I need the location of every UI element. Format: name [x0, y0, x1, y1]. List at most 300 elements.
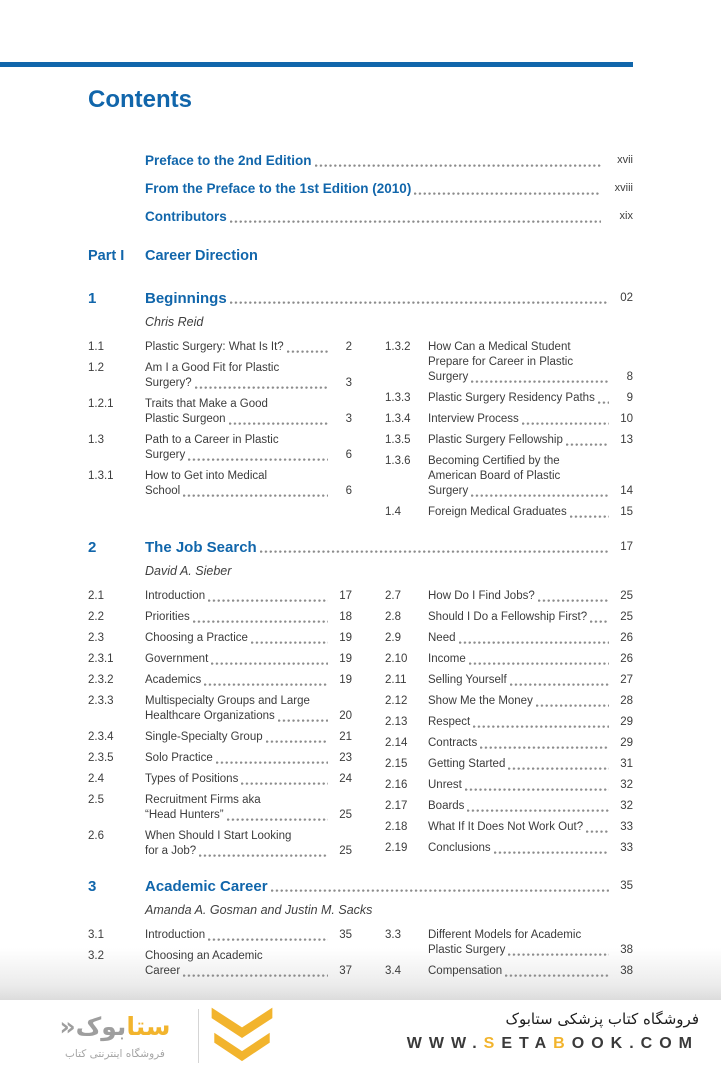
front-matter-page-number: xvii	[617, 154, 633, 166]
toc-entry-number: 2.4	[88, 773, 104, 785]
toc-entry-body	[145, 433, 352, 463]
toc-entry-text: Contracts	[428, 737, 478, 749]
leader-dots	[315, 163, 601, 167]
front-matter-list	[88, 152, 633, 225]
toc-entry	[385, 820, 633, 835]
toc-entry	[385, 340, 633, 385]
toc-entry-last-line	[145, 673, 352, 688]
toc-entry-page-number: 26	[620, 653, 633, 665]
toc-entry	[88, 652, 352, 667]
toc-entry-text: Conclusions	[428, 842, 491, 854]
toc-entry-body	[428, 964, 633, 979]
toc-entry-body	[428, 820, 633, 835]
url-letter: W	[428, 1035, 451, 1052]
header-rule	[0, 62, 633, 67]
leader-dots	[471, 493, 609, 497]
toc-entry-text: Surgery	[428, 371, 469, 383]
toc-entry-page-number: 6	[345, 449, 352, 461]
toc-entry-page-number: 32	[620, 800, 633, 812]
toc-entry-text: Introduction	[145, 929, 206, 941]
chapter-right-column	[385, 589, 633, 865]
toc-entry-number: 2.3.3	[88, 695, 114, 707]
toc-entry-text: Unrest	[428, 779, 462, 791]
part-number: Part I	[88, 248, 125, 264]
toc-entry-text: Priorities	[145, 611, 190, 623]
logo-wordmark-block	[40, 1012, 190, 1060]
toc-entry-page-number: 19	[339, 674, 352, 686]
toc-entry-number: 2.12	[385, 695, 408, 707]
url-letter: .	[629, 1035, 641, 1052]
toc-entry-text: School	[145, 485, 181, 497]
setabook-logo	[40, 1006, 275, 1066]
toc-entry-text: How Do I Find Jobs?	[428, 590, 535, 602]
chapter-authors: Amanda A. Gosman and Justin M. Sacks	[145, 903, 373, 917]
chapter-title: Beginnings	[145, 290, 227, 307]
toc-entry-last-line	[428, 943, 633, 958]
contents-body	[88, 86, 633, 985]
toc-entry-last-line	[428, 799, 633, 814]
chapter-columns	[88, 340, 633, 526]
toc-entry-text: Respect	[428, 716, 471, 728]
toc-entry-number: 3.2	[88, 950, 104, 962]
toc-entry-number: 2.7	[385, 590, 401, 602]
toc-entry-page-number: 8	[626, 371, 633, 383]
toc-entry-text: Plastic Surgery	[428, 944, 506, 956]
toc-entry-last-line	[428, 841, 633, 856]
toc-entry-last-line	[145, 772, 352, 787]
toc-entry-body	[428, 928, 633, 958]
store-name-persian: فروشگاه کتاب پزشکی ستابوک	[505, 1010, 699, 1028]
toc-entry-text: for a Job?	[145, 845, 197, 857]
toc-entry-text: Plastic Surgery Fellowship	[428, 434, 563, 446]
website-url	[407, 1035, 699, 1053]
toc-entry-line: Multispecialty Groups and Large	[145, 695, 310, 707]
toc-entry-number: 2.10	[385, 653, 408, 665]
toc-entry	[385, 673, 633, 688]
toc-entry-text: Show Me the Money	[428, 695, 533, 707]
toc-entry-number: 1.2.1	[88, 398, 114, 410]
toc-entry	[385, 715, 633, 730]
leader-dots	[598, 400, 609, 404]
toc-entry-line: How to Get into Medical	[145, 470, 268, 482]
toc-entry-last-line	[145, 448, 352, 463]
toc-entry-number: 2.6	[88, 830, 104, 842]
chapter-columns	[88, 589, 633, 865]
toc-entry-number: 2.16	[385, 779, 408, 791]
toc-entry-last-line	[428, 757, 633, 772]
leader-dots	[508, 766, 609, 770]
toc-entry-page-number: 38	[620, 965, 633, 977]
chapter-number: 2	[88, 539, 97, 556]
toc-entry-text: Surgery	[428, 485, 469, 497]
toc-entry-page-number: 6	[345, 485, 352, 497]
toc-entry-number: 2.14	[385, 737, 408, 749]
toc-entry-page-number: 37	[339, 965, 352, 977]
chapter-right-column	[385, 340, 633, 526]
leader-dots	[570, 514, 609, 518]
toc-entry-text: Introduction	[145, 590, 206, 602]
toc-entry-body	[145, 652, 352, 667]
toc-entry-page-number: 13	[620, 434, 633, 446]
toc-entry	[385, 799, 633, 814]
leader-dots	[467, 808, 609, 812]
toc-entry-page-number: 29	[620, 737, 633, 749]
leader-dots	[195, 385, 328, 389]
toc-entry-page-number: 9	[626, 392, 633, 404]
toc-entry-last-line	[428, 715, 633, 730]
toc-entry-last-line	[145, 844, 352, 859]
leader-dots	[260, 549, 609, 553]
url-letter: C	[640, 1035, 660, 1052]
toc-entry-body	[145, 589, 352, 604]
leader-dots	[229, 421, 328, 425]
leader-dots	[505, 973, 609, 977]
toc-entry-text: Boards	[428, 800, 465, 812]
toc-entry	[385, 631, 633, 646]
toc-entry-last-line	[428, 589, 633, 604]
toc-entry-text: Career	[145, 965, 181, 977]
toc-entry	[88, 589, 352, 604]
chapter-left-column	[88, 340, 352, 526]
toc-entry-number: 1.4	[385, 506, 401, 518]
leader-dots	[204, 682, 328, 686]
toc-entry-text: Solo Practice	[145, 752, 213, 764]
toc-entry-line: Traits that Make a Good	[145, 398, 268, 410]
toc-entry-body	[145, 730, 352, 745]
toc-entry	[88, 793, 352, 823]
part-title: Career Direction	[145, 248, 258, 264]
leader-dots	[586, 829, 609, 833]
chapter-authors: David A. Sieber	[145, 564, 232, 578]
toc-entry-number: 2.3.4	[88, 731, 114, 743]
url-letter: S	[483, 1035, 502, 1052]
url-letter: K	[610, 1035, 630, 1052]
toc-entry-body	[428, 778, 633, 793]
toc-entry-last-line	[145, 652, 352, 667]
toc-entry-last-line	[145, 808, 352, 823]
toc-entry-page-number: 23	[339, 752, 352, 764]
toc-entry-line: How Can a Medical Student	[428, 341, 571, 353]
toc-entry-last-line	[145, 376, 352, 391]
toc-entry-text: Selling Yourself	[428, 674, 507, 686]
url-letter: O	[659, 1035, 679, 1052]
toc-entry-number: 2.9	[385, 632, 401, 644]
toc-entry-last-line	[145, 631, 352, 646]
toc-entry-last-line	[428, 484, 633, 499]
chapter-list	[88, 289, 633, 985]
toc-entry-body	[428, 736, 633, 751]
toc-entry-page-number: 32	[620, 779, 633, 791]
chapter-authors: Chris Reid	[145, 315, 204, 329]
toc-entry-number: 2.3.2	[88, 674, 114, 686]
front-matter-entry	[145, 208, 633, 225]
url-letter: B	[553, 1035, 572, 1052]
leader-dots	[241, 781, 328, 785]
toc-entry-number: 2.18	[385, 821, 408, 833]
toc-entry-number: 1.1	[88, 341, 104, 353]
front-matter-entry	[145, 180, 633, 197]
toc-entry-page-number: 25	[620, 611, 633, 623]
toc-entry-page-number: 25	[339, 809, 352, 821]
toc-entry-number: 1.3.6	[385, 455, 411, 467]
toc-entry-number: 1.3.1	[88, 470, 114, 482]
toc-entry-number: 2.17	[385, 800, 408, 812]
toc-entry-page-number: 14	[620, 485, 633, 497]
toc-entry-number: 3.4	[385, 965, 401, 977]
chapter-heading	[88, 289, 633, 308]
toc-entry-text: Plastic Surgery Residency Paths	[428, 392, 595, 404]
toc-entry-last-line	[145, 589, 352, 604]
toc-entry-number: 2.15	[385, 758, 408, 770]
toc-entry-number: 2.19	[385, 842, 408, 854]
toc-entry-text: Plastic Surgeon	[145, 413, 226, 425]
toc-entry	[385, 928, 633, 958]
toc-entry-number: 1.3.2	[385, 341, 411, 353]
leader-dots	[473, 724, 609, 728]
toc-entry-line: American Board of Plastic	[428, 470, 561, 482]
chapter-heading	[88, 538, 633, 557]
leader-dots	[278, 718, 328, 722]
toc-entry-last-line	[145, 412, 352, 427]
front-matter-page-number: xviii	[614, 182, 633, 194]
toc-entry-page-number: 25	[620, 590, 633, 602]
toc-entry	[88, 631, 352, 646]
toc-entry-number: 2.1	[88, 590, 104, 602]
toc-entry	[88, 673, 352, 688]
toc-entry-body	[145, 694, 352, 724]
part-heading	[88, 247, 633, 265]
toc-entry-number: 2.5	[88, 794, 104, 806]
toc-entry-body	[145, 928, 352, 943]
url-letter: T	[519, 1035, 535, 1052]
leader-dots	[566, 442, 609, 446]
toc-entry-number: 2.3.1	[88, 653, 114, 665]
toc-entry-last-line	[428, 631, 633, 646]
toc-entry-body	[428, 412, 633, 427]
toc-entry	[385, 589, 633, 604]
chapter-number: 1	[88, 290, 97, 307]
toc-entry-line: When Should I Start Looking	[145, 830, 292, 842]
chapter-block	[88, 877, 633, 985]
toc-entry-body	[145, 751, 352, 766]
leader-dots	[266, 739, 328, 743]
toc-entry-last-line	[145, 610, 352, 625]
leader-dots	[471, 379, 609, 383]
toc-entry-page-number: 3	[345, 377, 352, 389]
toc-entry	[385, 505, 633, 520]
toc-entry-number: 2.3.5	[88, 752, 114, 764]
leader-dots	[208, 937, 328, 941]
toc-entry-line: Different Models for Academic	[428, 929, 582, 941]
toc-entry-page-number: 20	[339, 710, 352, 722]
toc-entry-text: What If It Does Not Work Out?	[428, 821, 584, 833]
toc-entry-page-number: 3	[345, 413, 352, 425]
toc-entry-body	[145, 361, 352, 391]
toc-entry-body	[145, 340, 352, 355]
toc-entry-number: 3.1	[88, 929, 104, 941]
front-matter-page-number: xix	[619, 210, 633, 222]
chapter-block	[88, 289, 633, 526]
toc-entry	[385, 778, 633, 793]
leader-dots	[211, 661, 328, 665]
toc-entry-line: Path to a Career in Plastic	[145, 434, 279, 446]
toc-entry-body	[145, 949, 352, 979]
toc-entry-number: 2.11	[385, 674, 407, 686]
toc-entry-body	[428, 433, 633, 448]
toc-entry-page-number: 19	[339, 632, 352, 644]
leader-dots	[227, 817, 328, 821]
toc-entry-text: Getting Started	[428, 758, 506, 770]
toc-entry-text: Surgery	[145, 449, 186, 461]
toc-entry-number: 1.3.4	[385, 413, 411, 425]
toc-entry-last-line	[428, 610, 633, 625]
toc-entry-text: Should I Do a Fellowship First?	[428, 611, 588, 623]
toc-entry	[88, 772, 352, 787]
chapter-page-number: 17	[620, 541, 633, 553]
toc-entry-text: Single-Specialty Group	[145, 731, 263, 743]
toc-entry-number: 3.3	[385, 929, 401, 941]
chapter-block	[88, 538, 633, 865]
toc-entry-last-line	[145, 709, 352, 724]
toc-entry-body	[428, 841, 633, 856]
toc-entry-last-line	[428, 964, 633, 979]
toc-entry-text: Compensation	[428, 965, 503, 977]
toc-entry	[88, 361, 352, 391]
toc-entry	[385, 391, 633, 406]
toc-entry-last-line	[428, 433, 633, 448]
toc-entry-body	[145, 469, 352, 499]
toc-entry-last-line	[428, 778, 633, 793]
toc-entry-last-line	[428, 820, 633, 835]
toc-entry-number: 1.2	[88, 362, 104, 374]
toc-entry-body	[428, 505, 633, 520]
toc-entry-text: “Head Hunters”	[145, 809, 224, 821]
leader-dots	[480, 745, 609, 749]
toc-entry-page-number: 15	[620, 506, 633, 518]
footer-right-block	[407, 1008, 699, 1053]
toc-entry-page-number: 33	[620, 821, 633, 833]
front-matter-entry	[145, 152, 633, 169]
toc-entry-text: Choosing a Practice	[145, 632, 248, 644]
page-title: Contents	[88, 86, 192, 113]
logo-guillemet-mark: «	[59, 1012, 76, 1041]
toc-entry-last-line	[145, 964, 352, 979]
toc-entry-body	[145, 610, 352, 625]
footer	[0, 1000, 721, 1080]
toc-entry-body	[428, 631, 633, 646]
toc-entry-last-line	[428, 673, 633, 688]
chapter-page-number: 35	[620, 880, 633, 892]
toc-entry-page-number: 24	[339, 773, 352, 785]
leader-dots	[465, 787, 609, 791]
front-matter-label: Preface to the 2nd Edition	[145, 153, 312, 168]
leader-dots	[459, 640, 610, 644]
toc-entry	[385, 610, 633, 625]
front-matter-label: From the Preface to the 1st Edition (2010)	[145, 181, 412, 196]
leader-dots	[199, 853, 328, 857]
toc-entry-page-number: 25	[339, 845, 352, 857]
toc-entry	[385, 694, 633, 709]
toc-entry-body	[428, 694, 633, 709]
toc-entry-page-number: 35	[339, 929, 352, 941]
chapter-page-number: 02	[620, 292, 633, 304]
toc-entry-line: Am I a Good Fit for Plastic	[145, 362, 280, 374]
toc-entry-line: Prepare for Career in Plastic	[428, 356, 574, 368]
chapter-left-column	[88, 928, 352, 985]
toc-entry-text: Need	[428, 632, 456, 644]
leader-dots	[216, 760, 328, 764]
toc-entry-text: Surgery?	[145, 377, 192, 389]
toc-entry-last-line	[428, 412, 633, 427]
toc-entry-body	[145, 772, 352, 787]
toc-entry-last-line	[428, 391, 633, 406]
toc-entry-page-number: 38	[620, 944, 633, 956]
chapter-right-column	[385, 928, 633, 985]
logo-divider	[198, 1009, 199, 1063]
toc-entry-body	[428, 589, 633, 604]
toc-entry-line: Recruitment Firms aka	[145, 794, 261, 806]
toc-entry-last-line	[145, 484, 352, 499]
toc-entry	[88, 751, 352, 766]
toc-entry-page-number: 26	[620, 632, 633, 644]
toc-entry-body	[428, 340, 633, 385]
toc-entry-text: Academics	[145, 674, 202, 686]
url-letter: O	[571, 1035, 592, 1052]
toc-entry-number: 1.3.5	[385, 434, 411, 446]
toc-entry-body	[145, 829, 352, 859]
toc-entry-body	[428, 610, 633, 625]
toc-entry	[88, 928, 352, 943]
toc-entry-body	[428, 673, 633, 688]
leader-dots	[188, 457, 328, 461]
toc-entry	[385, 964, 633, 979]
toc-entry	[385, 652, 633, 667]
toc-entry	[385, 412, 633, 427]
leader-dots	[230, 219, 601, 223]
toc-entry-last-line	[428, 505, 633, 520]
leader-dots	[193, 619, 328, 623]
toc-entry-body	[428, 757, 633, 772]
toc-entry-body	[145, 631, 352, 646]
chapter-title: The Job Search	[145, 539, 257, 556]
url-letter: O	[591, 1035, 611, 1052]
toc-entry-page-number: 31	[620, 758, 633, 770]
toc-entry	[88, 433, 352, 463]
toc-entry-page-number: 18	[339, 611, 352, 623]
toc-entry-last-line	[428, 694, 633, 709]
toc-entry	[385, 433, 633, 448]
leader-dots	[536, 703, 609, 707]
front-matter-label: Contributors	[145, 209, 227, 224]
chapter-columns	[88, 928, 633, 985]
chapter-title: Academic Career	[145, 878, 268, 895]
toc-entry	[88, 397, 352, 427]
toc-entry	[385, 454, 633, 499]
leader-dots	[494, 850, 609, 854]
toc-entry-text: Interview Process	[428, 413, 519, 425]
toc-entry-number: 2.13	[385, 716, 408, 728]
leader-dots	[251, 640, 328, 644]
toc-entry-text: Foreign Medical Graduates	[428, 506, 567, 518]
toc-entry-last-line	[145, 751, 352, 766]
toc-entry-body	[428, 391, 633, 406]
toc-entry	[88, 469, 352, 499]
url-letter: E	[501, 1035, 520, 1052]
toc-entry	[88, 340, 352, 355]
toc-entry-line: Becoming Certified by the	[428, 455, 560, 467]
toc-entry-number: 2.3	[88, 632, 104, 644]
toc-entry-page-number: 10	[620, 413, 633, 425]
